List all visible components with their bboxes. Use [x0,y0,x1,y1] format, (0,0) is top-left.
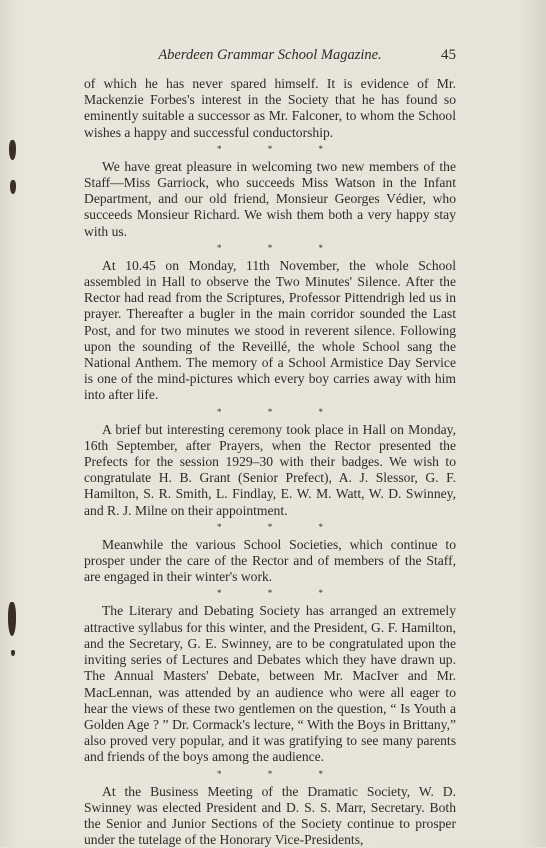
section-separator: * * * [217,521,345,532]
paragraph: We have great pleasure in welcoming two new members of the Staff—Miss Garriock, who succeeds Miss Watson in the Infant Department, and our old friend, Monsieur Georges Védier, who succeeds Monsieur Richard. We wish them both a very happy stay with us. [84,158,456,239]
paragraph: A brief but interesting ceremony took place in Hall on Monday, 16th September, after Prayers, when the Rector presented the Prefects for the session 1929–30 with their badges. We wish to congratulate H. B. Grant (Senior Prefect), A. J. Slessor, G. F. Hamilton, S. R. Smith, L. Findlay, E. W. M. Watt, W. D. Swinney, and R. J. Milne on their appointment. [84,421,456,518]
page-number: 45 [441,47,456,63]
section-separator: * * * [217,768,345,779]
article-body [84,76,456,848]
section-separator: * * * [217,143,345,154]
binding-mark [11,650,15,656]
paragraph: At the Business Meeting of the Dramatic Society, W. D. Swinney was elected President and D. S. S. Marr, Secretary. Both the Senior and Junior Sections of the Society continue to prosper under the tutelage of the Honorary Vice-Presidents, [84,783,456,848]
paragraph: The Literary and Debating Society has arranged an extremely attractive syllabus for this winter, and the President, G. F. Hamilton, and the Secretary, G. E. Swinney, are to be congratulated upon the inviting series of Lectures and Debates which they have drawn up. The Annual Masters' Debate, between Mr. MacIver and Mr. MacLennan, was attended by an audience who were all eager to hear the views of these two gentlemen on the question, “ Is Youth a Golden Age ? ” Dr. Cormack's lecture, “ With the Boys in Brittany,” also proved very popular, and it was gratifying to see many parents and friends of the boys among the audience. [84,603,456,765]
magazine-title: Aberdeen Grammar School Magazine. [158,47,382,63]
section-separator: * * * [217,588,345,599]
paragraph: of which he has never spared himself. It is evidence of Mr. Mackenzie Forbes's interest in the Society that he has found so eminently suitable a successor as Mr. Falconer, to whom the School wishes a happy and successful conductorship. [84,76,456,140]
binding-mark [8,602,16,636]
running-header [84,47,456,67]
binding-mark [9,140,16,160]
binding-mark [10,180,16,194]
paragraph: At 10.45 on Monday, 11th November, the whole School assembled in Hall to observe the Two Minutes' Silence. After the Rector had read from the Scriptures, Professor Pittendrigh led us in prayer. Thereafter a bugler in the main corridor sounded the Last Post, and for two minutes we stood in reverent silence. Following upon the sounding of the Reveillé, the whole School sang the National Anthem. The memory of a School Armistice Day Service is one of the mind-pictures which every boy carries away with him into after life. [84,257,456,403]
paragraph: Meanwhile the various School Societies, which continue to prosper under the care of the Rector and of members of the Staff, are engaged in their winter's work. [84,536,456,585]
section-separator: * * * [217,242,345,253]
section-separator: * * * [217,406,345,417]
